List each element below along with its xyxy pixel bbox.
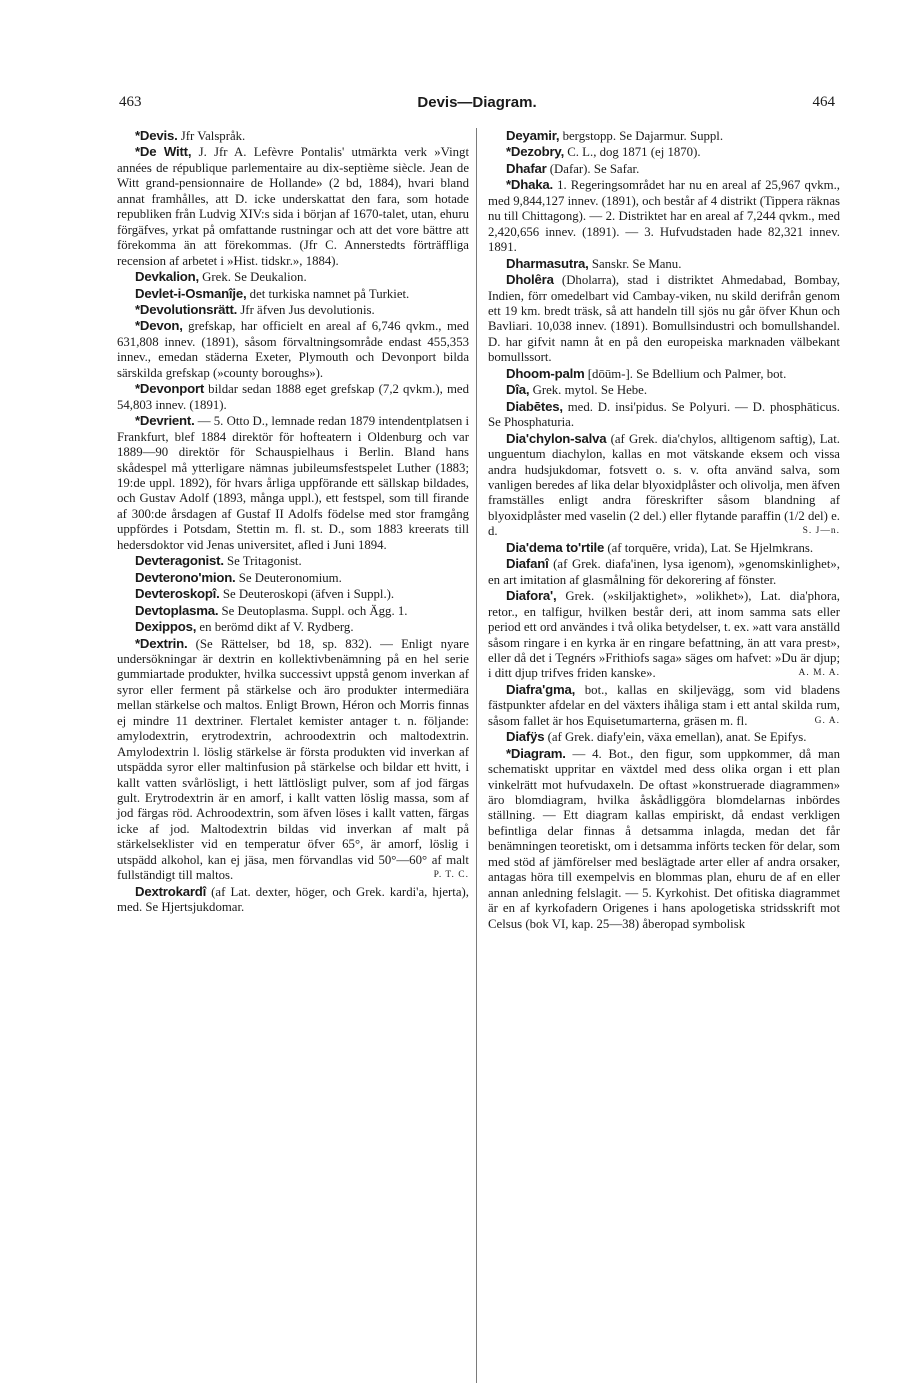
entry-headword: *Dextrin. [135, 635, 188, 651]
entry-headword: Dharmasutra, [506, 255, 589, 271]
dictionary-entry [117, 884, 469, 916]
entry-text: (Dafar). Se Safar. [546, 161, 640, 176]
entry-headword: Dia'chylon-salva [506, 430, 607, 446]
entry-headword: *Devrient. [135, 413, 195, 429]
entry-headword: Devlet-i-Osmanîje, [135, 285, 247, 301]
entry-text: det turkiska namnet på Turkiet. [246, 286, 410, 301]
entry-text: (af Grek. diafa'inen, lysa igenom), »genomskinlighet», en art imitation af glasmålning för dekorering af fönster. [488, 557, 840, 587]
entry-headword: Dhoom-palm [506, 365, 585, 381]
entry-text: [dōūm-]. Se Bdellium och Palmer, bot. [584, 366, 787, 381]
entry-headword: *Devon, [135, 318, 183, 334]
entry-headword: Dhafar [506, 160, 547, 176]
entry-text: grefskap, har officielt en areal af 6,746 qvkm., med 631,808 innev. (1891), såsom förvaltningsområde endast 455,353 innev., emedan städerna Exeter, Plymouth och Devonport bilda särskilda grefskap (»county boroughs»). [117, 319, 469, 380]
dictionary-entry [488, 540, 840, 556]
entry-text: (af Grek. dia'chylos, alltigenom saftig), Lat. unguentum diachylon, kallas en mot vätskande eksem och vissa andra hudsjukdomar, fotsvett o. s. v. ofta använd salva, som vanligen beredes af lika delar blyoxidplåster och olivolja, men äfven framställes enligt andra föreskrifter såsom blandning af blyoxidplåster med vaselin (2 del.) eller flytande paraffin (1/2 del) e. d. [488, 431, 840, 539]
entry-headword: Devtoplasma. [135, 602, 219, 618]
entry-headword: Dexippos, [135, 619, 197, 635]
author-signature: S. J—n. [802, 526, 840, 537]
entry-text: Sanskr. Se Manu. [588, 256, 682, 271]
dictionary-entry [117, 286, 469, 302]
page-number-left: 463 [119, 94, 142, 110]
entry-text: (af torquēre, vrida), Lat. Se Hjelmkrans. [604, 540, 814, 555]
entry-text: Se Tritagonist. [223, 554, 302, 569]
dictionary-entry [488, 382, 840, 398]
entry-text: bot., kallas en skiljevägg, som vid bladens fästpunkter afdelar en del växters ihåliga stam i ett antal skilda rum, såsom fallet är hos Equisetumarterna, gräsen m. fl. [488, 682, 840, 728]
page-header [119, 94, 835, 116]
entry-headword: Diafanî [506, 556, 549, 572]
entry-headword: *Devonport [135, 381, 205, 397]
entry-text: (af Grek. diafy'ein, växa emellan), anat. Se Epifys. [544, 730, 807, 745]
entry-text: bergstopp. Se Dajarmur. Suppl. [559, 129, 724, 143]
entry-headword: Devterono'mion. [135, 569, 236, 585]
dictionary-entry [117, 302, 469, 318]
dictionary-entry [488, 729, 840, 745]
dictionary-entry [488, 746, 840, 932]
dictionary-entry [488, 399, 840, 431]
entry-text: Grek. mytol. Se Hebe. [529, 383, 648, 398]
entry-text: J. Jfr A. Lefèvre Pontalis' utmärkta verk »Vingt années de république parlementaire au dix-septième siècle. Jean de Witt grand-pensionnaire de Hollande» (2 bd, 1884), hvari bland annat framhålles, att D. icke underskattat den fara, som hotade republiken från Ludvig XIV:s sida i början af 1670-talet, utan, ehuru förgäfves, yrkat på omfattande rustningar och att det vore bättre att förekomma än att förekommas. (Jfr C. Annerstedts förträffliga recension af arbetet i »Hist. tidskr.», 1884). [117, 145, 469, 268]
entry-text: Se Deuteronomium. [235, 570, 342, 585]
entry-text: — 4. Bot., den figur, som uppkommer, då man schematiskt uppritar en växtdel med dess olika organ i ett plan vinkelrätt mot hufvudaxeln. De oftast »konstruerade diagrammen» äro blomdiagram, hvilka åskådliggöra blomdelarnas inbördes ställning. — Ett diagram kallas empiriskt, då endast verkligen befintliga delar finnas å detsamma inlagda, medan det får benämningen teoretiskt, om i detsamma införts tecken för delar, som med stöd af jämförelser med beslägtade arter eller af andra orsaker, antagas höra till exempelvis en blommas plan, ehuru de af en eller annan anledning felslagit. — 5. Kyrkohist. Det ofitiska diagrammet är en af kyrkofadern Origenes i hans apologetiska stridsskrift mot Celsus (bok VI, kap. 25—38) åberopad symbolisk [488, 746, 840, 931]
dictionary-entry [117, 619, 469, 635]
entry-headword: Dîa, [506, 382, 530, 398]
dictionary-entry [117, 144, 469, 269]
entry-headword: *Devis. [135, 128, 178, 143]
dictionary-entry [117, 570, 469, 586]
entry-headword: Diafora', [506, 588, 557, 604]
entry-headword: Deyamir, [506, 128, 560, 143]
entry-headword: Dholêra [506, 272, 554, 288]
entry-headword: Dia'dema to'rtile [506, 539, 605, 555]
entry-headword: *Dezobry, [506, 144, 565, 160]
entry-headword: Diafÿs [506, 729, 545, 745]
entry-text: (af Lat. dexter, höger, och Grek. kardi'a, hjerta), med. Se Hjertsjukdomar. [117, 884, 469, 915]
page-number-right: 464 [812, 94, 835, 110]
entry-headword: Devkalion, [135, 269, 199, 285]
dictionary-entry [117, 553, 469, 569]
dictionary-entry [488, 177, 840, 255]
author-signature: A. M. A. [798, 668, 840, 679]
entry-headword: *Diagram. [506, 745, 566, 761]
entry-headword: Diabētes, [506, 398, 563, 414]
entry-text: Jfr Valspråk. [177, 129, 246, 143]
entry-text: C. L., dog 1871 (ej 1870). [564, 145, 701, 160]
right-column [488, 128, 840, 932]
entry-text: Se Deutoplasma. Suppl. och Ägg. 1. [218, 603, 408, 618]
entry-headword: *Dhaka. [506, 177, 553, 193]
dictionary-entry [488, 128, 840, 144]
entry-text: (Dholarra), stad i distriktet Ahmedabad, Bombay, Indien, förr omedelbart vid Cambay-viken, nu skild derifrån genom ett 19 km. bredt träsk, så att handeln till sjös nu går öfver Khun och Bavliari. 10,038 innev. (1891). Bomullsindustri och bomullshandel. D. har gifvit namn åt en på den europeiska marknaden välbekant bomullssort. [488, 273, 840, 365]
dictionary-entry [117, 269, 469, 285]
dictionary-entry [117, 636, 469, 884]
dictionary-entry [488, 682, 840, 729]
author-signature: P. T. C. [433, 870, 469, 881]
entry-text: (Se Rättelser, bd 18, sp. 832). — Enligt nyare undersökningar är dextrin en kollektivbenämning på en hel serie gummiartade produkter, hvilka successivt uppstå genom inverkan af syror eller ferment på stärkelse och äro produkter intermediära mellan stärkelse och maltos. Enligt Brown, Héron och Morris finnas ej mindre 11 dextriner. Flertalet kemister antager t. n. följande: amylodextrin, erytrodextrin, achroodextrin och maltodextrin. Amylodextrin l. löslig stärkelse är första produkten vid inverkan af utspädda syror eller maltinfusion på stärkelse och bildar ett hvitt, i kallt vatten svårlösligt, i hett lättlösligt pulver, som af jod färgas gult. Erytrodextrin är en amorf, i kallt vatten löslig massa, som af jod färgas röd. Achroodextrin, som äfven löses i kallt vatten, färgas icke af jod. Maltodextrin bildas vid inverkan af malt på stärkelseklister vid en temperatur öfver 65°, är amorf, löslig i utspädd alkohol, kan ej jäsa, men förvandlas vid 50°—60° af malt fullständigt till maltos. [117, 636, 469, 883]
entry-text: 1. Regeringsområdet har nu en areal af 25,967 qvkm., med 9,844,127 innev. (1891), och består af 4 distrikt (Tippera räknas nu till Chittagong). — 2. Distriktet har en areal af 7,244 qvkm., med 2,420,656 innev. (1891). — 3. Hufvudstaden hade 82,321 innev. 1891. [488, 178, 840, 255]
entry-text: en berömd dikt af V. Rydberg. [196, 620, 354, 635]
entry-headword: Diafra'gma, [506, 681, 576, 697]
entry-text: Se Deuteroskopi (äfven i Suppl.). [219, 587, 395, 602]
entry-headword: *De Witt, [135, 144, 192, 160]
dictionary-entry [488, 161, 840, 177]
dictionary-entry [488, 144, 840, 160]
dictionary-entry [117, 603, 469, 619]
dictionary-entry [117, 413, 469, 553]
dictionary-entry [488, 256, 840, 272]
entry-text: Grek. (»skiljaktighet», »olikhet»), Lat. dia'phora, retor., en talfigur, hvilken består deri, att inom samma sats eller period ett ord användes i två olika betydelser, t. ex. »att vara anställd såsom ringare i en kyrka är en ringare befattning, än att vara prest», eller då det i Tegnérs »Frithiofs saga» säges om hafvet: »Du är djup; i ditt djup trifves friden kanske». [488, 589, 840, 681]
dictionary-entry [488, 588, 840, 682]
entry-text: — 5. Otto D., lemnade redan 1879 intendentplatsen i Frankfurt, blef 1884 direktör för hofteatern i Oldenburg och var 1889—90 direktör för Schauspielhaus i Berlin. Bland hans skådespel må ytterligare nämnas jubileumsfestspelet Luther (1883; 19:de uppl. 1892), för hvars årliga uppförande ett sällskap bildades, och Gustav Adolf (1893, många uppl.), ett festspel, som till firande af 300:de årsdagen af Gustaf II Adolfs födelse med stor framgång uppfördes i Potsdam, Stettin m. fl. st. D., som 1883 kreerats till hedersdoktor vid Jenas universitet, afled i Juni 1894. [117, 414, 469, 552]
dictionary-entry [488, 366, 840, 382]
entry-text: bildar sedan 1888 eget grefskap (7,2 qvkm.), med 54,803 innev. (1891). [117, 382, 469, 412]
entry-headword: *Devolutionsrätt. [135, 301, 238, 317]
column-divider [476, 128, 477, 1383]
entry-headword: Devteroskopî. [135, 586, 220, 602]
entry-text: med. D. insi'pidus. Se Polyuri. — D. phosphāticus. Se Phosphaturia. [488, 399, 840, 430]
entry-text: Grek. Se Deukalion. [198, 270, 307, 285]
dictionary-entry [117, 318, 469, 381]
dictionary-entry [117, 586, 469, 602]
running-title: Devis—Diagram. [417, 94, 537, 111]
author-signature: G. A. [814, 715, 840, 726]
entry-headword: Devteragonist. [135, 553, 224, 569]
dictionary-entry [117, 381, 469, 413]
dictionary-entry [488, 431, 840, 540]
dictionary-entry [117, 128, 469, 144]
entry-text: Jfr äfven Jus devolutionis. [237, 302, 375, 317]
dictionary-entry [488, 556, 840, 588]
dictionary-entry [488, 272, 840, 366]
entry-headword: Dextrokardî [135, 883, 207, 899]
left-column [117, 128, 469, 916]
